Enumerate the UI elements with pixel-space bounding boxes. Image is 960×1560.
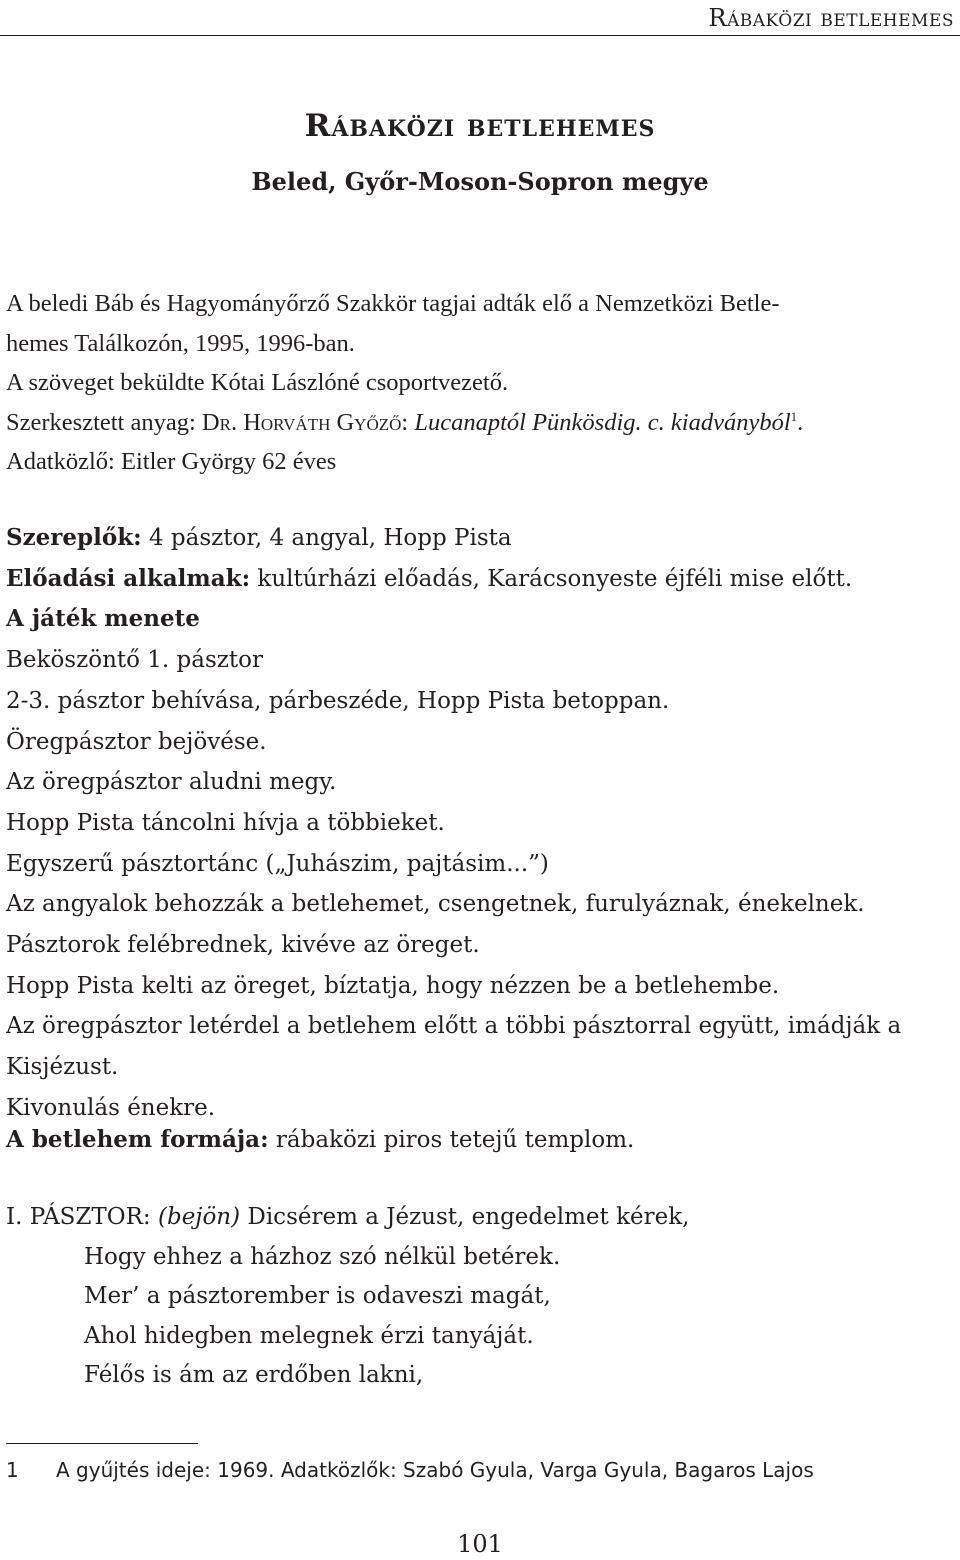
footnote-text: A gyűjtés ideje: 1969. Adatközlők: Szabó Gyula, Varga Gyula, Bagaros Lajos [56, 1458, 814, 1482]
course-line: 2-3. pásztor behívása, párbeszéde, Hopp Pista betoppan. [6, 687, 670, 714]
page-title: Rábaközi betlehemes [304, 108, 656, 144]
course-line: Beköszöntő 1. pásztor [6, 647, 263, 674]
edited-work: Lucanaptól Pünkösdig. c. kiadványból [414, 408, 791, 436]
footnote-number: 1 [6, 1458, 19, 1482]
cast-label: Szereplők: [6, 524, 142, 551]
verse-text: Dicsérem a Jézust, engedelmet kérek, [240, 1204, 690, 1230]
course-line: Az öregpásztor aludni megy. [6, 769, 337, 796]
cast-value: 4 pásztor, 4 angyal, Hopp Pista [141, 525, 512, 551]
intro-section [6, 284, 956, 482]
header-rule [0, 35, 960, 36]
course-heading-text: A játék menete [6, 605, 200, 633]
edited-colon: : [401, 408, 415, 436]
edited-source-line [6, 403, 956, 443]
page-number: 101 [457, 1530, 503, 1558]
cast-line [6, 518, 956, 559]
footnote [6, 1458, 814, 1482]
shape-line [6, 1120, 956, 1160]
speaker-name: I. PÁSZTOR: [6, 1204, 158, 1230]
course-line: Kisjézust. [6, 1054, 119, 1081]
footnote-reference: 1 [790, 408, 798, 424]
course-line: Egyszerű pásztortánc („Juhászim, pajtásim...”) [6, 850, 549, 877]
verse-first-line [6, 1198, 956, 1238]
shape-label: A betlehem formája: [6, 1126, 269, 1153]
occasions-value: kultúrházi előadás, Karácsonyeste éjféli mise előtt. [250, 565, 853, 592]
verse-line: Mer’ a pásztorember is odaveszi magát, [84, 1283, 551, 1309]
course-line: Öregpásztor bejövése. [6, 728, 267, 755]
footnote-rule [6, 1443, 198, 1444]
course-line: Az angyalok behozzák a betlehemet, csengetnek, furulyáznak, énekelnek. [6, 891, 865, 918]
edited-end: . [797, 408, 804, 436]
intro-line: A beledi Báb és Hagyományőrző Szakkör tagjai adták elő a Nemzetközi Betle- [6, 290, 780, 317]
performance-info [6, 518, 956, 1129]
nativity-shape [6, 1120, 956, 1160]
intro-line: A szöveget beküldte Kótai Lászlóné csoportvezető. [6, 369, 509, 397]
course-line: Kivonulás énekre. [6, 1094, 216, 1121]
intro-line: hemes Találkozón, 1995, 1996-ban. [6, 329, 355, 357]
verse-line: Félős is ám az erdőben lakni, [84, 1362, 424, 1388]
verse-section [6, 1198, 956, 1396]
occasions-label: Előadási alkalmak: [6, 564, 251, 592]
shape-value: rábaközi piros tetejű templom. [268, 1127, 635, 1153]
occasions-line [6, 559, 956, 600]
stage-direction: (bejön) [158, 1204, 241, 1230]
edited-prefix: Szerkesztett anyag: [6, 408, 202, 436]
running-head: Rábaközi betlehemes [708, 4, 954, 32]
edited-author: Dr. Horváth Győző [201, 408, 402, 436]
course-line: Az öregpásztor letérdel a betlehem előtt a többi pásztorral együtt, imádják a [6, 1013, 902, 1040]
course-line: Pásztorok felébrednek, kivéve az öreget. [6, 932, 480, 959]
verse-line: Hogy ehhez a házhoz szó nélkül betérek. [84, 1243, 561, 1270]
course-heading [6, 599, 956, 640]
course-line: Hopp Pista táncolni hívja a többieket. [6, 809, 445, 836]
informant-line: Adatközlő: Eitler György 62 éves [6, 448, 337, 476]
page-subtitle: Beled, Győr-Moson-Sopron megye [251, 167, 709, 196]
verse-line: Ahol hidegben melegnek érzi tanyáját. [84, 1322, 534, 1349]
course-line: Hopp Pista kelti az öreget, bíztatja, hogy nézzen be a betlehembe. [6, 972, 780, 999]
